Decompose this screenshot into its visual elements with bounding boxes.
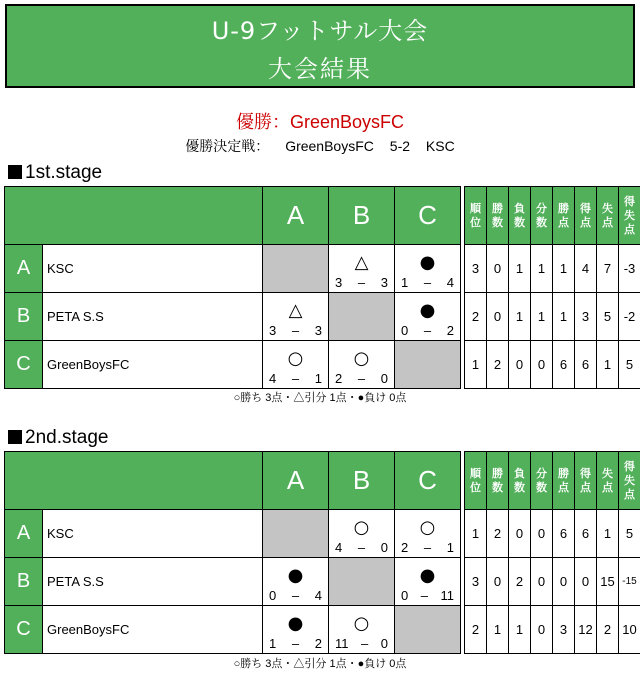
stat-header	[553, 187, 575, 245]
stat-header-char: 勝	[492, 201, 503, 215]
stat-header-char: 数	[536, 480, 547, 494]
row-team-label: A	[5, 510, 43, 558]
score-right: 1	[314, 371, 322, 386]
stat-value: 1	[487, 606, 509, 654]
stat-value: 4	[575, 245, 597, 293]
stat-value: 15	[597, 558, 619, 606]
stat-header-char: 失	[602, 466, 613, 480]
result-symbol-icon: ●	[287, 564, 304, 586]
column-team-header: A	[263, 187, 329, 245]
stat-value: 0	[509, 341, 531, 389]
stat-value: 2	[487, 341, 509, 389]
match-result-cell	[329, 510, 395, 558]
stat-value: 5	[619, 341, 640, 389]
score-right: 4	[314, 588, 322, 603]
result-symbol-icon: ●	[287, 612, 304, 634]
stat-header-char: 得	[624, 459, 635, 473]
match-result-cell	[329, 245, 395, 293]
stat-value: 6	[575, 341, 597, 389]
stat-value: 0	[553, 558, 575, 606]
results-table	[4, 451, 640, 654]
stat-header-char: 得	[580, 466, 591, 480]
match-score	[329, 371, 394, 386]
stat-header	[619, 187, 640, 245]
match-result-cell	[263, 606, 329, 654]
match-result-cell	[329, 606, 395, 654]
final-label: 優勝決定戦：	[185, 138, 270, 154]
stat-value: 3	[575, 293, 597, 341]
match-result-cell	[329, 341, 395, 389]
match-result-cell	[395, 510, 461, 558]
header-corner	[5, 452, 263, 510]
stat-header-char: 数	[514, 215, 525, 229]
stat-value: 1	[465, 510, 487, 558]
score-dash: –	[423, 540, 432, 555]
match-result-cell	[263, 293, 329, 341]
result-symbol-icon: ●	[419, 564, 436, 586]
team-name: KSC	[43, 510, 263, 558]
stat-value: 0	[531, 510, 553, 558]
score-dash: –	[420, 588, 428, 603]
stat-value: 2	[465, 293, 487, 341]
stat-header-char: 点	[602, 215, 613, 229]
score-left: 2	[401, 540, 409, 555]
heading-square-icon	[8, 430, 22, 444]
stat-header-char: 得	[580, 201, 591, 215]
score-left: 3	[335, 275, 343, 290]
stat-header-char: 数	[514, 480, 525, 494]
score-dash: –	[291, 323, 300, 338]
stat-value: 0	[575, 558, 597, 606]
stat-header-char: 負	[514, 201, 525, 215]
stat-header-char: 点	[624, 222, 635, 236]
score-left: 1	[269, 636, 277, 651]
stat-value: 3	[553, 606, 575, 654]
stat-header	[509, 452, 531, 510]
match-score	[263, 588, 328, 603]
stat-value: 1	[509, 606, 531, 654]
team-name: PETA S.S	[43, 293, 263, 341]
row-team-label: B	[5, 293, 43, 341]
stat-value: 1	[553, 293, 575, 341]
score-left: 0	[401, 588, 409, 603]
stat-value: 7	[597, 245, 619, 293]
match-result-cell	[263, 341, 329, 389]
stat-header	[597, 452, 619, 510]
score-left: 4	[335, 540, 343, 555]
stat-header	[575, 452, 597, 510]
stat-value: 6	[553, 341, 575, 389]
team-name: GreenBoysFC	[43, 341, 263, 389]
team-name: PETA S.S	[43, 558, 263, 606]
stat-value: 2	[509, 558, 531, 606]
stage-title: 1st.stage	[25, 162, 103, 183]
stat-value: 6	[575, 510, 597, 558]
stat-value: 1	[531, 293, 553, 341]
stat-value: 5	[597, 293, 619, 341]
stat-header-char: 点	[580, 480, 591, 494]
stat-header-char: 勝	[558, 466, 569, 480]
stat-header-char: 失	[624, 208, 635, 222]
score-right: 3	[380, 275, 388, 290]
team-row	[5, 558, 640, 606]
team-row	[5, 341, 640, 389]
result-symbol-icon: ○	[353, 516, 370, 538]
points-legend: ○勝ち 3点・△引分 1点・●負け 0点	[233, 658, 407, 670]
match-score	[395, 275, 460, 290]
stat-header-char: 失	[624, 473, 635, 487]
score-right: 11	[440, 588, 454, 603]
stat-value: 2	[487, 510, 509, 558]
stat-header-char: 勝	[492, 466, 503, 480]
score-left: 1	[401, 275, 409, 290]
stat-value: -3	[619, 245, 640, 293]
stat-header-char: 数	[492, 480, 503, 494]
team-name: GreenBoysFC	[43, 606, 263, 654]
stat-value: -15	[619, 558, 640, 606]
stat-header	[531, 187, 553, 245]
stat-header-char: 得	[624, 194, 635, 208]
results-table	[4, 186, 640, 389]
score-dash: –	[291, 588, 300, 603]
event-subtitle: 大会結果	[268, 55, 372, 83]
result-symbol-icon: ●	[419, 299, 436, 321]
row-team-label: A	[5, 245, 43, 293]
result-symbol-icon: ○	[353, 347, 370, 369]
stat-header	[619, 452, 640, 510]
stat-header-char: 点	[602, 480, 613, 494]
stat-value: 1	[553, 245, 575, 293]
score-dash: –	[361, 636, 369, 651]
stat-header-char: 順	[470, 466, 481, 480]
stat-header	[531, 452, 553, 510]
row-team-label: C	[5, 606, 43, 654]
final-match	[0, 136, 640, 156]
match-result-cell	[395, 293, 461, 341]
score-dash: –	[357, 275, 366, 290]
score-dash: –	[423, 323, 432, 338]
stat-header	[509, 187, 531, 245]
score-right: 0	[380, 540, 388, 555]
score-dash: –	[423, 275, 432, 290]
stage-heading	[8, 427, 108, 449]
column-team-header: B	[329, 187, 395, 245]
column-team-header: C	[395, 452, 461, 510]
stat-value: 2	[597, 606, 619, 654]
score-right: 0	[380, 636, 388, 651]
self-match-cell	[329, 293, 395, 341]
result-symbol-icon: △	[288, 299, 303, 321]
stat-header-char: 点	[580, 215, 591, 229]
result-symbol-icon: △	[354, 251, 369, 273]
column-team-header: C	[395, 187, 461, 245]
stat-header-char: 点	[624, 487, 635, 501]
match-result-cell	[263, 558, 329, 606]
team-row	[5, 606, 640, 654]
stat-value: 0	[531, 558, 553, 606]
stage-heading	[8, 162, 102, 184]
team-name: KSC	[43, 245, 263, 293]
stat-header	[465, 452, 487, 510]
stat-value: 0	[509, 510, 531, 558]
stat-value: 10	[619, 606, 640, 654]
stat-value: 0	[531, 606, 553, 654]
score-right: 3	[314, 323, 322, 338]
stat-value: 1	[597, 510, 619, 558]
stat-header	[465, 187, 487, 245]
stat-header-char: 失	[602, 201, 613, 215]
heading-square-icon	[8, 165, 22, 179]
stat-header-char: 点	[558, 215, 569, 229]
points-legend: ○勝ち 3点・△引分 1点・●負け 0点	[233, 392, 407, 404]
stat-value: 0	[487, 558, 509, 606]
self-match-cell	[263, 245, 329, 293]
stat-value: 6	[553, 510, 575, 558]
stat-header	[597, 187, 619, 245]
result-symbol-icon: ○	[353, 612, 370, 634]
stat-value: 0	[487, 245, 509, 293]
final-team2: KSC	[425, 138, 455, 154]
score-right: 2	[446, 323, 454, 338]
stat-value: 1	[531, 245, 553, 293]
result-symbol-icon: ●	[419, 251, 436, 273]
stat-value: 1	[597, 341, 619, 389]
stat-header-char: 勝	[558, 201, 569, 215]
final-team1: GreenBoysFC	[285, 138, 374, 154]
stat-value: 1	[465, 341, 487, 389]
self-match-cell	[329, 558, 395, 606]
match-score	[329, 540, 394, 555]
final-score: 5-2	[389, 138, 411, 154]
stat-header	[553, 452, 575, 510]
stat-value: 12	[575, 606, 597, 654]
stat-header-char: 数	[536, 215, 547, 229]
team-row	[5, 245, 640, 293]
team-row	[5, 293, 640, 341]
team-row	[5, 510, 640, 558]
stat-header-char: 負	[514, 466, 525, 480]
stat-value: 0	[531, 341, 553, 389]
stat-header-char: 数	[492, 215, 503, 229]
score-dash: –	[291, 371, 300, 386]
match-score	[329, 636, 394, 651]
match-score	[395, 588, 460, 603]
stat-value: 2	[465, 606, 487, 654]
score-dash: –	[357, 371, 366, 386]
match-score	[263, 323, 328, 338]
column-team-header: B	[329, 452, 395, 510]
score-right: 1	[446, 540, 454, 555]
self-match-cell	[395, 341, 461, 389]
match-score	[263, 636, 328, 651]
stat-value: 1	[509, 245, 531, 293]
score-left: 3	[269, 323, 277, 338]
event-title: U-9フットサル大会	[211, 17, 429, 45]
title-banner	[5, 4, 635, 88]
score-left: 0	[269, 588, 277, 603]
stat-value: 5	[619, 510, 640, 558]
header-corner	[5, 187, 263, 245]
stat-header	[487, 187, 509, 245]
stat-header-char: 順	[470, 201, 481, 215]
stage-title: 2nd.stage	[25, 427, 109, 448]
match-score	[395, 540, 460, 555]
score-right: 4	[446, 275, 454, 290]
stat-header-char: 位	[470, 215, 481, 229]
stat-header-char: 分	[536, 201, 547, 215]
score-left: 11	[335, 636, 349, 651]
self-match-cell	[263, 510, 329, 558]
stat-value: 1	[509, 293, 531, 341]
match-score	[263, 371, 328, 386]
self-match-cell	[395, 606, 461, 654]
score-left: 2	[335, 371, 343, 386]
score-dash: –	[357, 540, 366, 555]
stat-value: 0	[487, 293, 509, 341]
match-score	[329, 275, 394, 290]
stat-header-char: 点	[558, 480, 569, 494]
match-result-cell	[395, 245, 461, 293]
stat-header	[575, 187, 597, 245]
row-team-label: C	[5, 341, 43, 389]
result-symbol-icon: ○	[419, 516, 436, 538]
score-left: 4	[269, 371, 277, 386]
result-symbol-icon: ○	[287, 347, 304, 369]
winner-text: 優勝：GreenBoysFC	[235, 112, 405, 132]
column-team-header: A	[263, 452, 329, 510]
match-result-cell	[395, 558, 461, 606]
score-left: 0	[401, 323, 409, 338]
row-team-label: B	[5, 558, 43, 606]
score-right: 0	[380, 371, 388, 386]
stat-value: 3	[465, 558, 487, 606]
stat-value: -2	[619, 293, 640, 341]
stat-value: 3	[465, 245, 487, 293]
stat-header-char: 分	[536, 466, 547, 480]
stat-header-char: 位	[470, 480, 481, 494]
match-score	[395, 323, 460, 338]
score-right: 2	[314, 636, 322, 651]
stat-header	[487, 452, 509, 510]
score-dash: –	[291, 636, 300, 651]
